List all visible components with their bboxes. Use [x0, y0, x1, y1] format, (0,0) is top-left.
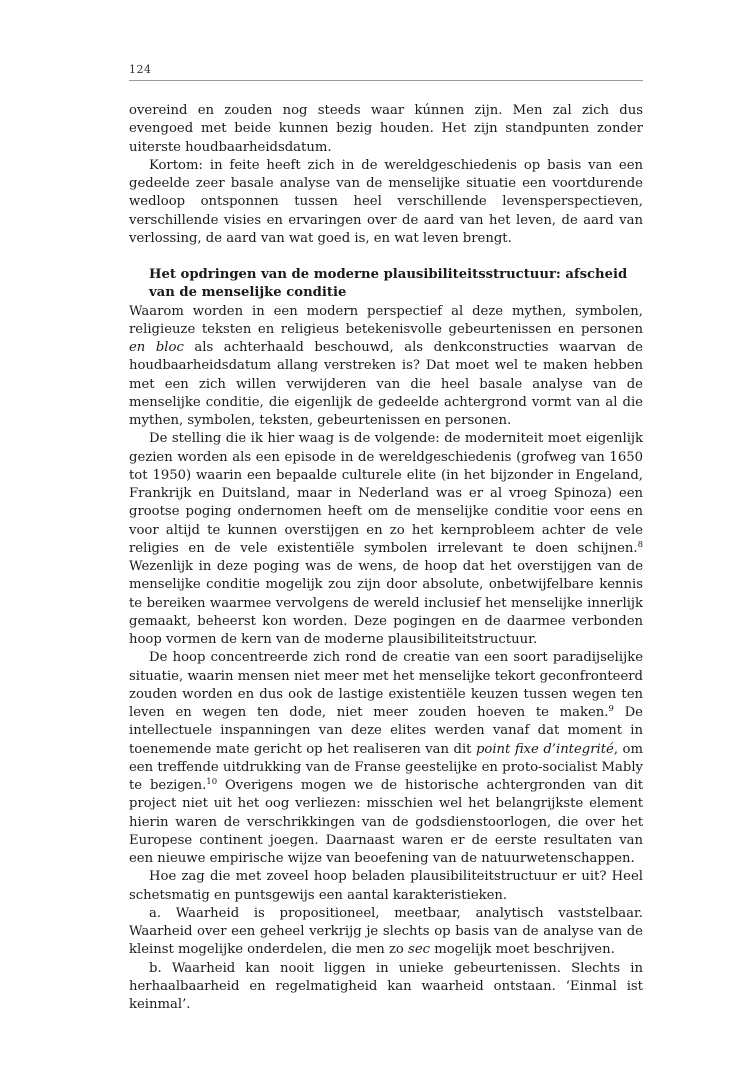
footnote-ref[interactable]: 8	[637, 539, 643, 550]
page-number: 124	[129, 63, 152, 76]
header-rule	[129, 80, 643, 81]
paragraph: De hoop concentreerde zich rond de creatie van een soort paradijselijke situatie, waarin mensen niet meer met het menselijke tekort geconfronteerd zouden worden en dus ook de lastige existentiële keuzen tussen wegen ten leven en wegen ten dode, niet meer zouden hoeven te maken.$^9$ De intellectuele inspanningen van deze elites werden vanaf dat moment in toenemende mate gericht op het realiseren van dit point fixe d’integrité, om een treffende uitdrukking van de Franse geestelijke en proto-socialist Mably te bezigen.$^{10}$ Overigens mogen we de historische achtergronden van dit project niet uit het oog verliezen: misschien wel het belangrijkste element hierin waren de verschrikkingen van de godsdienstoorlogen, die over het Europese continent joegen. Daarnaast waren er de eerste resultaten van een nieuwe empirische wijze van beoefening van de natuurwetenschappen.	[129, 650, 643, 866]
paragraph: overeind en zouden nog steeds waar kúnnen zijn. Men zal zich dus evengoed met beide kunnen bezig houden. Het zijn standpunten zonder uiterste houdbaarheidsdatum.	[129, 103, 643, 155]
paragraph: Kortom: in feite heeft zich in de wereldgeschiedenis op basis van een gedeelde zeer basale analyse van de menselijke situatie een voortdurende wedloop ontsponnen tussen heel verschillende levensperspectieven, verschillende visies en ervaringen over de aard van het leven, de aard van verlossing, de aard van wat goed is, en wat leven brengt.	[129, 157, 643, 246]
footnote-ref[interactable]: 10	[206, 777, 218, 787]
paragraph: De stelling die ik hier waag is de volgende: de moderniteit moet eigenlijk gezien worden als een episode in de wereldgeschiedenis (grofweg van 1650 tot 1950) waarin een bepaalde culturele elite (in het bijzonder in Engeland, Frankrijk en Duitsland, maar in Nederland was er al vroeg Spinoza) een grootse poging ondernomen heeft om de menselijke conditie voor eens en voor altijd te kunnen overstijgen en zo het kernprobleem achter de vele religies en de vele existentiële symbolen irrelevant te doen schijnen.$^8$ Wezenlijk in deze poging was de wens, de hoop dat het overstijgen van de menselijke conditie mogelijk zou zijn door absolute, onbetwijfelbare kennis te bereiken waarmee vervolgens de wereld inclusief het menselijke innerlijk gemaakt, beheerst kon worden. Deze pogingen en de daarmee verbonden hoop vormen de kern van de moderne plausibiliteitstructuur.	[129, 431, 643, 647]
emphasis: point fixe d’integrité	[475, 741, 614, 757]
section-heading: Het opdringen van de moderne plausibiliteitsstructuur: afscheid van de menselijke conditie	[149, 267, 628, 301]
list-item: b. Waarheid kan nooit liggen in unieke gebeurtenissen. Slechts in herhaalbaarheid en regelmatigheid kan waarheid ontstaan. ‘Einmal ist keinmal’.	[129, 960, 643, 1012]
paragraph: Waarom worden in een modern perspectief al deze mythen, symbolen, religieuze teksten en religieus betekenisvolle gebeurtenissen en personen en bloc als achterhaald beschouwd, als denkconstructies waarvan de houdbaarheidsdatum allang verstreken is? Dat moet wel te maken hebben met een zich willen verwijderen van die heel basale analyse van de menselijke conditie, die eigenlijk de gedeelde achtergrond vormt van al die mythen, symbolen, teksten, gebeurtenissen en personen.	[129, 303, 643, 428]
emphasis: sec	[408, 942, 431, 958]
list-item: a. Waarheid is propositioneel, meetbaar, analytisch vaststelbaar. Waarheid over een geheel verkrijg je slechts op basis van de analyse van de kleinst mogelijke onderdelen, die men zo sec mogelijk moet beschrijven.	[129, 905, 643, 958]
footnote-ref[interactable]: 9	[608, 704, 614, 714]
paragraph: Hoe zag die met zoveel hoop beladen plausibiliteitstructuur er uit? Heel schetsmatig en puntsgewijs een aantal karakteristieken.	[129, 869, 643, 903]
body-text	[129, 102, 643, 1014]
emphasis: en bloc	[129, 340, 184, 355]
